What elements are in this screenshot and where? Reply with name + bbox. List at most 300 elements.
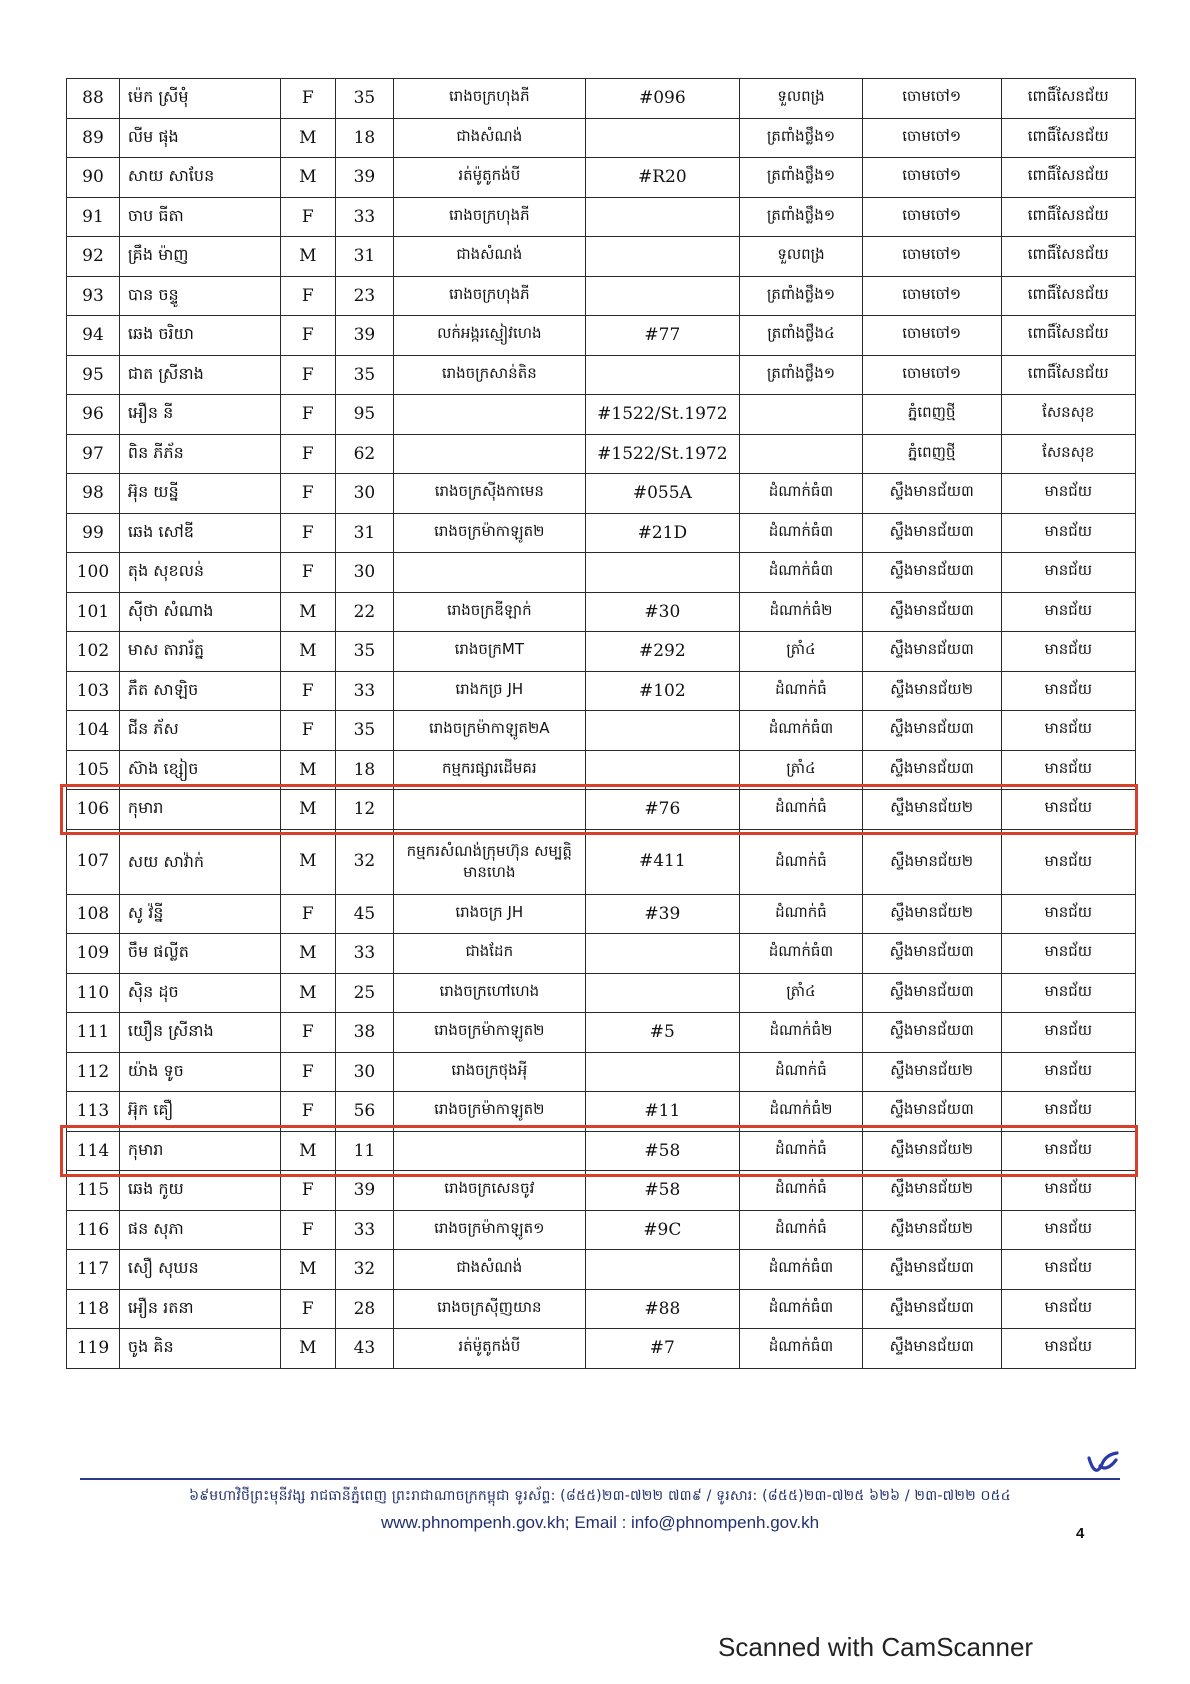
table-row [67, 790, 1136, 830]
cell-occupation: កម្មករផ្សារដើមគរ [394, 750, 586, 790]
cell-name: យឿន ស្រីនាង [119, 1013, 280, 1053]
cell-occupation [394, 790, 586, 830]
cell-house-number: #11 [585, 1092, 740, 1132]
cell-name: សឿ សុឃន [119, 1250, 280, 1290]
cell-number: 93 [67, 276, 120, 316]
cell-district: មានជ័យ [1001, 711, 1136, 751]
table-row [67, 1210, 1136, 1250]
cell-commune: ស្ទឹងមានជ័យ២ [862, 1210, 1001, 1250]
cell-number: 111 [67, 1013, 120, 1053]
cell-age: 39 [335, 1171, 393, 1211]
cell-village: ដំណាក់ធំ [740, 1210, 863, 1250]
cell-commune: ស្ទឹងមានជ័យ៣ [862, 934, 1001, 974]
cell-occupation [394, 1131, 586, 1171]
cell-commune: ស្ទឹងមានជ័យ៣ [862, 474, 1001, 514]
footer-contact: www.phnompenh.gov.kh; Email : info@phnompenh.gov.kh [380, 1513, 820, 1532]
cell-house-number: #58 [585, 1171, 740, 1211]
cell-house-number: #77 [585, 316, 740, 356]
cell-village: ត្រពាំងថ្លឹង៤ [740, 316, 863, 356]
cell-district: មានជ័យ [1001, 973, 1136, 1013]
table-row [67, 395, 1136, 435]
cell-number: 90 [67, 158, 120, 198]
cell-sex: F [280, 671, 335, 711]
cell-occupation: រោងចក្រឌីឡាក់ [394, 592, 586, 632]
cell-name: គ្រឹង ម៉ាញ [119, 237, 280, 277]
cell-name: សូ វ៉ន្នី [119, 894, 280, 934]
cell-age: 22 [335, 592, 393, 632]
resident-table [66, 78, 1136, 1369]
cell-commune: ស្ទឹងមានជ័យ២ [862, 829, 1001, 894]
cell-number: 99 [67, 513, 120, 553]
cell-house-number: #21D [585, 513, 740, 553]
cell-occupation: រោងចក្រហៅហេង [394, 973, 586, 1013]
cell-age: 11 [335, 1131, 393, 1171]
cell-house-number: #1522/St.1972 [585, 434, 740, 474]
cell-number: 114 [67, 1131, 120, 1171]
cell-district: សែនសុខ [1001, 434, 1136, 474]
cell-occupation: រត់ម៉ូតូកង់បី [394, 1329, 586, 1369]
cell-number: 117 [67, 1250, 120, 1290]
cell-age: 38 [335, 1013, 393, 1053]
table-row [67, 894, 1136, 934]
cell-village: ត្រាំ៤ [740, 750, 863, 790]
cell-house-number [585, 711, 740, 751]
cell-age: 43 [335, 1329, 393, 1369]
footer-address: ៦៩មហាវិថីព្រះមុនីវង្ស រាជធានីភ្នំពេញ ព្រះរាជាណាចក្រកម្ពុជា ទូរស័ព្ទ: (៨៥៥)២៣-៧២២ ៧៣៩ / ទូរសារ: (៨៥៥)២៣-៧២៥ ៦២៦ / ២៣-៧២២ ០៥៤ [189, 1488, 1011, 1504]
cell-sex: F [280, 1013, 335, 1053]
cell-number: 94 [67, 316, 120, 356]
cell-occupation: ជាងសំណង់ [394, 237, 586, 277]
cell-occupation: ជាងសំណង់ [394, 118, 586, 158]
cell-village: ដំណាក់ធំ [740, 829, 863, 894]
cell-house-number: #39 [585, 894, 740, 934]
cell-sex: M [280, 237, 335, 277]
cell-village: ដំណាក់ធំ [740, 894, 863, 934]
cell-village: ត្រពាំងថ្លឹង១ [740, 355, 863, 395]
cell-occupation: រោងចក្រស៊ីងកាមេន [394, 474, 586, 514]
cell-number: 115 [67, 1171, 120, 1211]
cell-sex: M [280, 1329, 335, 1369]
cell-district: មានជ័យ [1001, 934, 1136, 974]
cell-village: ដំណាក់ធំ២ [740, 1013, 863, 1053]
cell-occupation: រោងចក្រហុងភី [394, 79, 586, 119]
cell-district: មានជ័យ [1001, 1329, 1136, 1369]
cell-district: មានជ័យ [1001, 671, 1136, 711]
cell-district: ពោធិ៍សែនជ័យ [1001, 237, 1136, 277]
cell-age: 32 [335, 1250, 393, 1290]
cell-name: អឿន រតនា [119, 1289, 280, 1329]
table-row [67, 355, 1136, 395]
cell-sex: F [280, 197, 335, 237]
cell-number: 96 [67, 395, 120, 435]
cell-commune: ស្ទឹងមានជ័យ៣ [862, 1092, 1001, 1132]
cell-commune: ចោមចៅ១ [862, 79, 1001, 119]
cell-sex: F [280, 434, 335, 474]
cell-village: ត្រពាំងថ្លឹង១ [740, 276, 863, 316]
cell-village: ដំណាក់ធំ៣ [740, 1289, 863, 1329]
cell-name: ពិន ភីភ័ន [119, 434, 280, 474]
cell-commune: ចោមចៅ១ [862, 158, 1001, 198]
cell-house-number [585, 553, 740, 593]
cell-house-number: #88 [585, 1289, 740, 1329]
cell-age: 18 [335, 750, 393, 790]
cell-sex: M [280, 973, 335, 1013]
table-row [67, 1289, 1136, 1329]
cell-age: 30 [335, 553, 393, 593]
initial-mark [1086, 1450, 1120, 1480]
cell-sex: F [280, 316, 335, 356]
table-row [67, 973, 1136, 1013]
cell-name: អ៊ុន យន្នី [119, 474, 280, 514]
cell-sex: F [280, 1052, 335, 1092]
cell-commune: ចោមចៅ១ [862, 118, 1001, 158]
resident-table-container [66, 78, 1136, 1369]
cell-village [740, 395, 863, 435]
cell-number: 119 [67, 1329, 120, 1369]
cell-sex: M [280, 592, 335, 632]
cell-number: 100 [67, 553, 120, 593]
table-row [67, 513, 1136, 553]
cell-commune: ស្ទឹងមានជ័យ២ [862, 1131, 1001, 1171]
cell-age: 62 [335, 434, 393, 474]
table-row [67, 711, 1136, 751]
table-row [67, 237, 1136, 277]
cell-house-number [585, 750, 740, 790]
cell-occupation: រោងចក្រម៉ាកាឡូត២ [394, 513, 586, 553]
cell-number: 108 [67, 894, 120, 934]
cell-number: 113 [67, 1092, 120, 1132]
letterhead-footer [80, 1478, 1120, 1533]
cell-sex: M [280, 790, 335, 830]
cell-commune: ចោមចៅ១ [862, 355, 1001, 395]
cell-village: ដំណាក់ធំ៣ [740, 1329, 863, 1369]
cell-number: 98 [67, 474, 120, 514]
cell-name: សាយ សាបែន [119, 158, 280, 198]
table-row [67, 1250, 1136, 1290]
cell-occupation [394, 434, 586, 474]
cell-district: មានជ័យ [1001, 513, 1136, 553]
cell-village: ដំណាក់ធំ [740, 1171, 863, 1211]
cell-commune: ស្ទឹងមានជ័យ៣ [862, 973, 1001, 1013]
table-row [67, 118, 1136, 158]
cell-commune: ស្ទឹងមានជ័យ២ [862, 1171, 1001, 1211]
cell-sex: F [280, 276, 335, 316]
table-row [67, 1131, 1136, 1171]
cell-village: ត្រាំ៤ [740, 632, 863, 672]
cell-district: មានជ័យ [1001, 1131, 1136, 1171]
scan-watermark: Scanned with CamScanner [718, 1632, 1034, 1662]
cell-sex: F [280, 1092, 335, 1132]
cell-age: 12 [335, 790, 393, 830]
cell-age: 39 [335, 158, 393, 198]
cell-number: 116 [67, 1210, 120, 1250]
cell-age: 95 [335, 395, 393, 435]
cell-number: 88 [67, 79, 120, 119]
cell-age: 28 [335, 1289, 393, 1329]
cell-sex: M [280, 1250, 335, 1290]
cell-sex: F [280, 711, 335, 751]
cell-house-number: #7 [585, 1329, 740, 1369]
cell-district: មានជ័យ [1001, 1013, 1136, 1053]
cell-commune: ស្ទឹងមានជ័យ៣ [862, 592, 1001, 632]
cell-sex: F [280, 355, 335, 395]
cell-commune: ស្ទឹងមានជ័យ៣ [862, 711, 1001, 751]
cell-village: ដំណាក់ធំ៣ [740, 1250, 863, 1290]
cell-house-number: #1522/St.1972 [585, 395, 740, 435]
cell-commune: ភ្នំពេញថ្មី [862, 395, 1001, 435]
cell-village: ទួលពង្រ [740, 79, 863, 119]
cell-occupation: រោងចក្រម៉ាកាឡូត២A [394, 711, 586, 751]
cell-occupation: រោងចក្រហុងភី [394, 197, 586, 237]
cell-village: ដំណាក់ធំ៣ [740, 513, 863, 553]
cell-sex: F [280, 513, 335, 553]
cell-name: ផន សុភា [119, 1210, 280, 1250]
cell-occupation: កម្មករសំណង់ក្រុមហ៊ុន សម្បត្តិមានហេង [394, 829, 586, 894]
cell-district: មានជ័យ [1001, 1171, 1136, 1211]
cell-age: 35 [335, 711, 393, 751]
cell-number: 104 [67, 711, 120, 751]
cell-village: ទួលពង្រ [740, 237, 863, 277]
cell-commune: ស្ទឹងមានជ័យ៣ [862, 553, 1001, 593]
cell-village: ដំណាក់ធំ [740, 671, 863, 711]
cell-district: ពោធិ៍សែនជ័យ [1001, 355, 1136, 395]
cell-house-number: #411 [585, 829, 740, 894]
cell-district: មានជ័យ [1001, 1289, 1136, 1329]
cell-occupation: ជាងដែក [394, 934, 586, 974]
cell-commune: ចោមចៅ១ [862, 316, 1001, 356]
cell-age: 45 [335, 894, 393, 934]
cell-occupation: រោងចក្រសេនចូវ [394, 1171, 586, 1211]
cell-sex: M [280, 750, 335, 790]
cell-occupation [394, 553, 586, 593]
cell-house-number: #096 [585, 79, 740, 119]
table-row [67, 829, 1136, 894]
cell-district: មានជ័យ [1001, 1092, 1136, 1132]
cell-village: ដំណាក់ធំ [740, 790, 863, 830]
cell-sex: M [280, 1131, 335, 1171]
cell-commune: ចោមចៅ១ [862, 237, 1001, 277]
cell-name: ភឹត សាឡិច [119, 671, 280, 711]
cell-number: 97 [67, 434, 120, 474]
cell-sex: F [280, 79, 335, 119]
cell-district: មានជ័យ [1001, 1210, 1136, 1250]
cell-district: មានជ័យ [1001, 894, 1136, 934]
cell-name: ម៉េក ស្រីមុំ [119, 79, 280, 119]
cell-number: 118 [67, 1289, 120, 1329]
cell-number: 91 [67, 197, 120, 237]
cell-name: កុមារា [119, 790, 280, 830]
cell-name: ឆេង ចរិយា [119, 316, 280, 356]
cell-age: 39 [335, 316, 393, 356]
cell-name: ជីន ភ័ស [119, 711, 280, 751]
cell-age: 25 [335, 973, 393, 1013]
cell-name: ឆេង កូយ [119, 1171, 280, 1211]
cell-house-number: #58 [585, 1131, 740, 1171]
cell-village: ដំណាក់ធំ [740, 1052, 863, 1092]
cell-sex: M [280, 118, 335, 158]
cell-age: 33 [335, 1210, 393, 1250]
table-row [67, 750, 1136, 790]
cell-district: ពោធិ៍សែនជ័យ [1001, 158, 1136, 198]
cell-district: មានជ័យ [1001, 790, 1136, 830]
table-row [67, 553, 1136, 593]
cell-sex: M [280, 158, 335, 198]
table-row [67, 197, 1136, 237]
cell-age: 31 [335, 237, 393, 277]
cell-occupation: រោងចក្រម៉ាកាឡូត២ [394, 1092, 586, 1132]
cell-commune: ស្ទឹងមានជ័យ៣ [862, 1250, 1001, 1290]
cell-house-number: #76 [585, 790, 740, 830]
cell-occupation: ជាងសំណង់ [394, 1250, 586, 1290]
cell-commune: ស្ទឹងមានជ័យ៣ [862, 1289, 1001, 1329]
cell-age: 35 [335, 355, 393, 395]
table-row [67, 316, 1136, 356]
cell-house-number [585, 197, 740, 237]
cell-village: ត្រពាំងថ្លឹង១ [740, 197, 863, 237]
cell-number: 105 [67, 750, 120, 790]
table-row [67, 474, 1136, 514]
cell-commune: ស្ទឹងមានជ័យ៣ [862, 513, 1001, 553]
cell-district: ពោធិ៍សែនជ័យ [1001, 276, 1136, 316]
cell-age: 33 [335, 934, 393, 974]
cell-village: ដំណាក់ធំ៣ [740, 553, 863, 593]
cell-sex: F [280, 894, 335, 934]
cell-occupation: រោងចក្រសាន់តិន [394, 355, 586, 395]
cell-house-number: #102 [585, 671, 740, 711]
cell-sex: M [280, 632, 335, 672]
cell-district: មានជ័យ [1001, 474, 1136, 514]
cell-house-number [585, 973, 740, 1013]
cell-house-number [585, 355, 740, 395]
cell-name: លីម ផុង [119, 118, 280, 158]
cell-age: 33 [335, 671, 393, 711]
cell-age: 18 [335, 118, 393, 158]
cell-name: ចាប ធីតា [119, 197, 280, 237]
cell-house-number [585, 1052, 740, 1092]
cell-commune: ស្ទឹងមានជ័យ៣ [862, 1329, 1001, 1369]
cell-occupation: រោងចក្រម៉ាកាឡូត១ [394, 1210, 586, 1250]
table-row [67, 671, 1136, 711]
table-row [67, 276, 1136, 316]
cell-occupation: លក់អង្ករស្មៀវហេង [394, 316, 586, 356]
table-row [67, 632, 1136, 672]
cell-commune: ភ្នំពេញថ្មី [862, 434, 1001, 474]
cell-commune: ស្ទឹងមានជ័យ២ [862, 790, 1001, 830]
cell-district: ពោធិ៍សែនជ័យ [1001, 118, 1136, 158]
cell-name: អឿន នី [119, 395, 280, 435]
cell-name: ស៊ិន ដុច [119, 973, 280, 1013]
cell-age: 30 [335, 1052, 393, 1092]
cell-number: 102 [67, 632, 120, 672]
cell-house-number [585, 276, 740, 316]
cell-occupation: រោងចក្រថុងអុី [394, 1052, 586, 1092]
cell-village: ត្រាំ៤ [740, 973, 863, 1013]
cell-village [740, 434, 863, 474]
table-row [67, 158, 1136, 198]
cell-name: ឆេង សៅឌី [119, 513, 280, 553]
cell-village: ដំណាក់ធំ៣ [740, 934, 863, 974]
cell-occupation: រោងចក្រម៉ាកាឡូត២ [394, 1013, 586, 1053]
cell-number: 101 [67, 592, 120, 632]
table-row [67, 1329, 1136, 1369]
cell-name: ជាត ស្រីនាង [119, 355, 280, 395]
cell-village: ដំណាក់ធំ [740, 1131, 863, 1171]
cell-age: 32 [335, 829, 393, 894]
cell-commune: ចោមចៅ១ [862, 197, 1001, 237]
cell-district: មានជ័យ [1001, 829, 1136, 894]
table-row [67, 934, 1136, 974]
cell-occupation [394, 395, 586, 435]
cell-number: 103 [67, 671, 120, 711]
cell-name: ស៊ាង ខ្សៀច [119, 750, 280, 790]
cell-name: មាស តារារ័ត្ន [119, 632, 280, 672]
cell-house-number [585, 934, 740, 974]
cell-house-number: #30 [585, 592, 740, 632]
cell-house-number [585, 237, 740, 277]
table-body [67, 79, 1136, 1369]
cell-name: អ៊ុក គឿ [119, 1092, 280, 1132]
cell-name: កុមារា [119, 1131, 280, 1171]
cell-occupation: រោងចក្រហុងភី [394, 276, 586, 316]
cell-sex: F [280, 474, 335, 514]
table-row [67, 592, 1136, 632]
cell-commune: ស្ទឹងមានជ័យ២ [862, 1052, 1001, 1092]
cell-district: ពោធិ៍សែនជ័យ [1001, 316, 1136, 356]
cell-age: 35 [335, 79, 393, 119]
cell-district: មានជ័យ [1001, 553, 1136, 593]
cell-sex: F [280, 1289, 335, 1329]
table-row [67, 1171, 1136, 1211]
cell-occupation: រត់ម៉ូតូកង់បី [394, 158, 586, 198]
cell-commune: ស្ទឹងមានជ័យ៣ [862, 632, 1001, 672]
cell-name: បាន ចន្ទូ [119, 276, 280, 316]
cell-number: 112 [67, 1052, 120, 1092]
cell-number: 106 [67, 790, 120, 830]
cell-occupation: រោងចក្រMT [394, 632, 586, 672]
cell-number: 107 [67, 829, 120, 894]
cell-commune: ស្ទឹងមានជ័យ៣ [862, 1013, 1001, 1053]
cell-number: 95 [67, 355, 120, 395]
cell-sex: M [280, 934, 335, 974]
cell-district: សែនសុខ [1001, 395, 1136, 435]
cell-occupation: រោងកច្រ JH [394, 671, 586, 711]
cell-name: យ៉ាង ទូច [119, 1052, 280, 1092]
cell-name: ចូង គិន [119, 1329, 280, 1369]
cell-age: 31 [335, 513, 393, 553]
cell-village: ដំណាក់ធំ៣ [740, 474, 863, 514]
cell-sex: F [280, 1171, 335, 1211]
table-row [67, 1052, 1136, 1092]
cell-sex: F [280, 553, 335, 593]
cell-house-number: #R20 [585, 158, 740, 198]
cell-sex: M [280, 829, 335, 894]
cell-number: 110 [67, 973, 120, 1013]
cell-district: ពោធិ៍សែនជ័យ [1001, 197, 1136, 237]
cell-name: ចឹម ផល្លីត [119, 934, 280, 974]
cell-commune: ស្ទឹងមានជ័យ៣ [862, 750, 1001, 790]
cell-district: មានជ័យ [1001, 1250, 1136, 1290]
cell-age: 35 [335, 632, 393, 672]
cell-house-number [585, 1250, 740, 1290]
cell-age: 33 [335, 197, 393, 237]
cell-sex: F [280, 395, 335, 435]
cell-house-number: #9C [585, 1210, 740, 1250]
cell-village: ត្រពាំងថ្លឹង១ [740, 118, 863, 158]
cell-age: 56 [335, 1092, 393, 1132]
cell-name: តុង សុខលន់ [119, 553, 280, 593]
cell-village: ដំណាក់ធំ២ [740, 1092, 863, 1132]
cell-occupation: រោងចក្រ JH [394, 894, 586, 934]
